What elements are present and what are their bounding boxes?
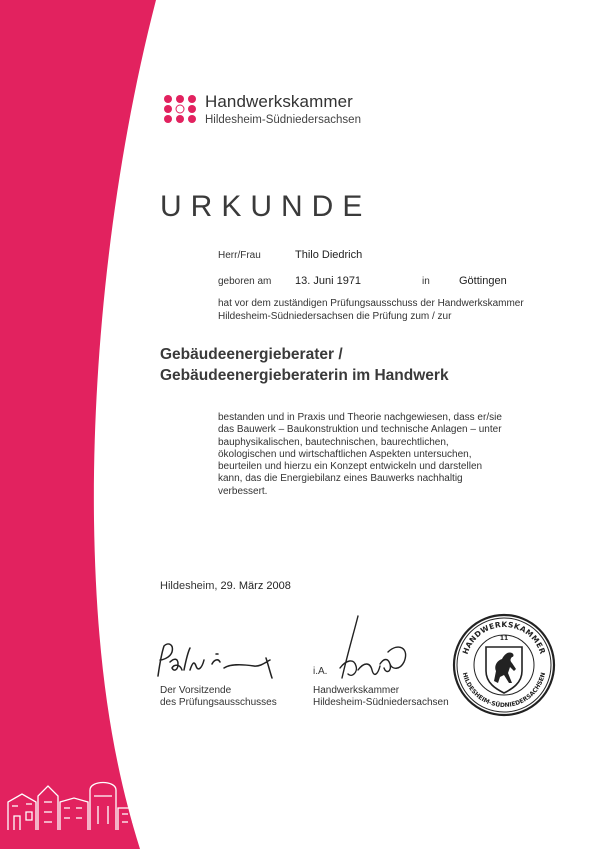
birth-place: Göttingen <box>459 275 507 287</box>
chamber-caption <box>313 685 449 709</box>
body-line: ökologischen und wirtschaftlichen Aspekten untersuchen, <box>218 448 472 460</box>
issue-place: Hildesheim, <box>160 580 218 592</box>
on-behalf-prefix: i.A. <box>313 666 328 677</box>
chairman-signature <box>150 640 280 682</box>
qualification-line: Gebäudeenergieberaterin im Handwerk <box>160 367 449 384</box>
body-line: das Bauwerk – Baukonstruktion und technische Anlagen – unter <box>218 424 502 436</box>
place-date <box>160 580 291 592</box>
seal-number: 11 <box>499 635 509 642</box>
caption-line: Der Vorsitzende <box>160 685 232 696</box>
birth-place-label: in <box>422 276 430 287</box>
qualification-title <box>160 344 580 386</box>
official-seal-icon <box>452 613 556 717</box>
body-line: bauphysikalischen, bautechnischen, baurechtlichen, <box>218 436 449 448</box>
issue-date: 29. März 2008 <box>220 580 291 592</box>
seal-text-top: HANDWERKSKAMMER <box>460 619 548 656</box>
org-name: Handwerkskammer <box>205 92 353 111</box>
hwk-dots-logo-icon <box>163 94 197 124</box>
body-line: beurteilen und hierzu ein Konzept entwickeln und darstellen <box>218 461 483 473</box>
intro-line: hat vor dem zuständigen Prüfungsausschuss der Handwerkskammer <box>218 298 524 309</box>
caption-line: Hildesheim-Südniedersachsen <box>313 697 449 708</box>
intro-text <box>218 297 578 323</box>
body-line: verbessert. <box>218 485 268 497</box>
building-illustration-icon <box>4 772 144 832</box>
chamber-signature <box>318 612 418 692</box>
body-line: bestanden und in Praxis und Theorie nachgewiesen, dass er/sie <box>218 412 502 423</box>
birth-date: 13. Juni 1971 <box>295 275 362 287</box>
seal-text-bottom: HILDESHEIM-SÜDNIEDERSACHSEN <box>460 671 548 710</box>
salutation-label: Herr/Frau <box>218 250 261 261</box>
certificate-body <box>218 412 558 498</box>
qualification-line: Gebäudeenergieberater / <box>160 346 343 363</box>
certificate-title: URKUNDE <box>160 190 372 223</box>
recipient-name: Thilo Diedrich <box>295 249 363 261</box>
chairman-caption <box>160 685 277 709</box>
caption-line: des Prüfungsausschusses <box>160 697 277 708</box>
org-region: Hildesheim-Südniedersachsen <box>205 114 361 126</box>
born-label: geboren am <box>218 276 272 287</box>
body-line: kann, das die Energiebilanz eines Bauwerks nachhaltig <box>218 473 463 485</box>
intro-line: Hildesheim-Südniedersachsen die Prüfung zum / zur <box>218 311 452 322</box>
caption-line: Handwerkskammer <box>313 685 400 696</box>
